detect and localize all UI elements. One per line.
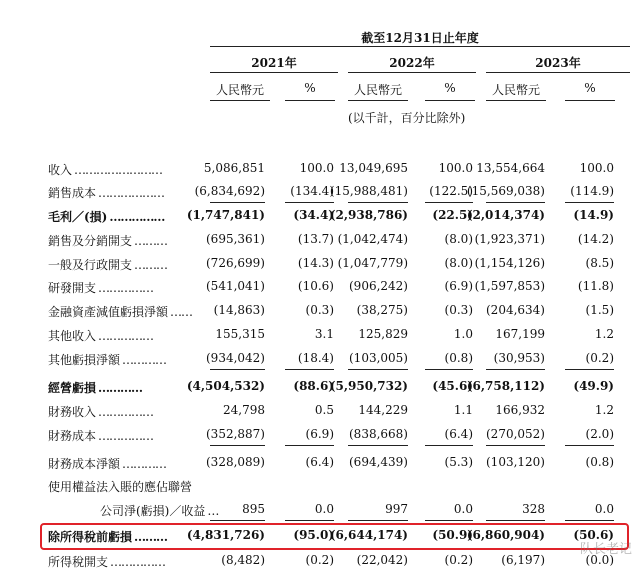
row-value: 5,086,851	[203, 161, 265, 175]
row-value: (6.4)	[444, 427, 473, 441]
row-value: 100.0	[579, 161, 614, 175]
row-value: (352,887)	[206, 427, 265, 441]
row-value: (1.5)	[585, 303, 614, 317]
row-value: (270,052)	[486, 427, 545, 441]
row-value: (30,953)	[493, 351, 545, 365]
row-leader-dots: ………	[134, 258, 168, 272]
row-value: (0.8)	[444, 351, 473, 365]
row-value: (103,005)	[349, 351, 408, 365]
row-leader-dots: ……………	[98, 329, 154, 343]
row-leader-dots: ………………	[98, 186, 165, 200]
row-value: (0.8)	[585, 455, 614, 469]
row-value: (4,831,726)	[186, 528, 265, 542]
row-leader-dots: …………	[98, 381, 143, 395]
row-value: 0.0	[453, 502, 473, 516]
currency-2023: 人民幣元	[491, 83, 540, 97]
row-value: 144,229	[358, 403, 408, 417]
row-value: (50.9)	[432, 528, 473, 542]
pct-2022-underline	[425, 100, 475, 101]
row-value: (8.5)	[585, 256, 614, 270]
row-value: (5,950,732)	[329, 379, 408, 393]
row-value: (15,569,038)	[466, 184, 545, 198]
subtotal-underline	[565, 369, 614, 370]
row-value: (0.0)	[585, 553, 614, 567]
row-leader-dots: …	[207, 504, 219, 518]
row-value: (10.6)	[297, 279, 334, 293]
row-value: (14.9)	[573, 208, 614, 222]
subtotal-underline	[348, 202, 408, 203]
row-value: (1,154,126)	[474, 256, 545, 270]
row-value: 100.0	[299, 161, 334, 175]
row-label: 經營虧損 …………	[48, 381, 143, 395]
subtotal-underline	[565, 202, 614, 203]
row-value: (204,634)	[486, 303, 545, 317]
year-2021-header: 2021年	[251, 56, 297, 70]
period-underline	[210, 46, 630, 47]
row-value: 3.1	[314, 327, 334, 341]
row-value: (1,923,371)	[474, 232, 545, 246]
row-value: (6,834,692)	[194, 184, 265, 198]
row-value: (328,089)	[206, 455, 265, 469]
row-value: (541,041)	[206, 279, 265, 293]
row-value: (15,988,481)	[329, 184, 408, 198]
row-value: 0.5	[314, 403, 334, 417]
row-value: (1,747,841)	[186, 208, 265, 222]
row-label: 研發開支 ……………	[48, 281, 154, 295]
row-value: (8,482)	[221, 553, 265, 567]
row-value: (0.2)	[305, 553, 334, 567]
row-value: 125,829	[358, 327, 408, 341]
subtotal-underline	[565, 520, 614, 521]
row-value: (88.6)	[293, 379, 334, 393]
row-value: 13,554,664	[476, 161, 545, 175]
row-value: (14,863)	[213, 303, 265, 317]
row-label: 銷售成本 ………………	[48, 186, 165, 200]
highlight-box	[40, 523, 629, 550]
currency-2021: 人民幣元	[215, 83, 264, 97]
row-value: (1,597,853)	[474, 279, 545, 293]
row-value: 1.2	[594, 403, 614, 417]
row-leader-dots: ………	[134, 530, 168, 544]
row-value: 100.0	[438, 161, 473, 175]
row-leader-dots: ……………	[110, 555, 166, 569]
year-2023-underline	[486, 72, 630, 73]
row-label: 除所得稅前虧損 ………	[48, 530, 168, 544]
row-value: 155,315	[215, 327, 265, 341]
row-label: 其他收入 ……………	[48, 329, 154, 343]
row-label: 財務成本 ……………	[48, 429, 154, 443]
subtotal-underline	[210, 202, 265, 203]
row-value: 0.0	[594, 502, 614, 516]
pct-2021-underline	[285, 100, 335, 101]
row-value: (22.5)	[432, 208, 473, 222]
row-value: (103,120)	[486, 455, 545, 469]
row-value: (0.3)	[444, 303, 473, 317]
subtotal-underline	[348, 369, 408, 370]
row-value: 1.2	[594, 327, 614, 341]
pct-2023-underline	[565, 100, 615, 101]
row-value: (0.2)	[444, 553, 473, 567]
row-value: (1,042,474)	[337, 232, 408, 246]
row-label: 毛利／(損) ……………	[48, 210, 165, 224]
row-value: (8.0)	[444, 232, 473, 246]
pct-2022: %	[444, 81, 456, 95]
row-leader-dots: ……………	[109, 210, 165, 224]
row-leader-dots: …………	[122, 457, 167, 471]
currency-2021-underline	[210, 100, 270, 101]
row-label: 銷售及分銷開支 ………	[48, 234, 168, 248]
row-value: (6.9)	[444, 279, 473, 293]
row-value: (838,668)	[349, 427, 408, 441]
row-value: (114.9)	[570, 184, 614, 198]
row-value: (8.0)	[444, 256, 473, 270]
row-label: 財務成本淨額 …………	[48, 457, 167, 471]
row-label: 金融資產減值虧損淨額 ……	[48, 305, 193, 319]
row-value: (2.0)	[585, 427, 614, 441]
year-2023-header: 2023年	[535, 56, 581, 70]
row-value: 1.0	[453, 327, 473, 341]
period-header: 截至12月31日止年度	[361, 31, 479, 45]
row-value: (13.7)	[297, 232, 334, 246]
row-value: (6,860,904)	[466, 528, 545, 542]
subtotal-underline	[210, 369, 265, 370]
row-value: (0.2)	[585, 351, 614, 365]
row-value: 895	[242, 502, 265, 516]
row-value: (18.4)	[297, 351, 334, 365]
subtotal-underline	[425, 520, 473, 521]
subtotal-underline	[425, 202, 473, 203]
subtotal-underline	[285, 445, 334, 446]
row-value: (95.0)	[293, 528, 334, 542]
row-value: 13,049,695	[339, 161, 408, 175]
subtotal-underline	[486, 369, 545, 370]
row-value: (38,275)	[356, 303, 408, 317]
row-value: (906,242)	[349, 279, 408, 293]
row-label: 使用權益法入賬的應佔聯營	[48, 480, 193, 494]
row-value: (45.6)	[432, 379, 473, 393]
row-value: 328	[522, 502, 545, 516]
row-value: (34.4)	[293, 208, 334, 222]
row-value: (50.6)	[573, 528, 614, 542]
row-value: (0.3)	[305, 303, 334, 317]
currency-2023-underline	[486, 100, 546, 101]
year-2022-header: 2022年	[389, 56, 435, 70]
row-leader-dots: ……………	[98, 281, 154, 295]
row-value: 997	[385, 502, 408, 516]
year-2021-underline	[210, 72, 338, 73]
row-value: (6,644,174)	[329, 528, 408, 542]
row-value: (6,758,112)	[466, 379, 545, 393]
row-value: 166,932	[495, 403, 545, 417]
row-value: (1,047,779)	[337, 256, 408, 270]
row-value: 24,798	[223, 403, 265, 417]
currency-2022: 人民幣元	[353, 83, 402, 97]
row-value: (6.9)	[305, 427, 334, 441]
subtotal-underline	[565, 445, 614, 446]
row-label: 所得稅開支 ……………	[48, 555, 166, 569]
row-value: (4,504,532)	[186, 379, 265, 393]
row-value: (134.4)	[290, 184, 334, 198]
row-label: 收入 ……………………	[48, 163, 163, 177]
row-value: (14.3)	[297, 256, 334, 270]
row-value: (726,699)	[206, 256, 265, 270]
row-leader-dots: …………	[122, 353, 167, 367]
subtotal-underline	[425, 445, 473, 446]
row-value: (14.2)	[577, 232, 614, 246]
watermark: 队长老记	[579, 542, 632, 557]
subtotal-underline	[348, 520, 408, 521]
currency-2022-underline	[348, 100, 408, 101]
row-leader-dots: ………	[134, 234, 168, 248]
subtotal-underline	[486, 202, 545, 203]
row-label: 其他虧損淨額 …………	[48, 353, 167, 367]
row-value: (2,938,786)	[329, 208, 408, 222]
row-value: (6.4)	[305, 455, 334, 469]
year-2022-underline	[348, 72, 476, 73]
row-value: (11.8)	[577, 279, 614, 293]
subtotal-underline	[425, 369, 473, 370]
row-value: (694,439)	[349, 455, 408, 469]
row-label: 財務收入 ……………	[48, 405, 154, 419]
unit-note: (以千計，百分比除外)	[348, 111, 466, 125]
pct-2021: %	[304, 81, 316, 95]
subtotal-underline	[285, 369, 334, 370]
subtotal-underline	[348, 445, 408, 446]
row-value: (5.3)	[444, 455, 473, 469]
row-value: 1.1	[453, 403, 473, 417]
row-value: (122.5)	[429, 184, 473, 198]
row-value: (49.9)	[573, 379, 614, 393]
subtotal-underline	[210, 520, 265, 521]
row-value: (695,361)	[206, 232, 265, 246]
subtotal-underline	[210, 445, 265, 446]
row-label: 公司淨(虧損)／收益 …	[100, 504, 219, 518]
subtotal-underline	[486, 445, 545, 446]
row-value: (22,042)	[356, 553, 408, 567]
subtotal-underline	[285, 520, 334, 521]
row-value: (2,014,374)	[466, 208, 545, 222]
row-leader-dots: ……………	[98, 429, 154, 443]
row-value: (934,042)	[206, 351, 265, 365]
subtotal-underline	[486, 520, 545, 521]
pct-2023: %	[584, 81, 596, 95]
row-leader-dots: ……	[170, 305, 193, 319]
row-label: 一般及行政開支 ………	[48, 258, 168, 272]
row-value: 0.0	[314, 502, 334, 516]
row-leader-dots: ……………………	[74, 163, 163, 177]
row-leader-dots: ……………	[98, 405, 154, 419]
row-value: 167,199	[495, 327, 545, 341]
row-value: (6,197)	[501, 553, 545, 567]
subtotal-underline	[285, 202, 334, 203]
